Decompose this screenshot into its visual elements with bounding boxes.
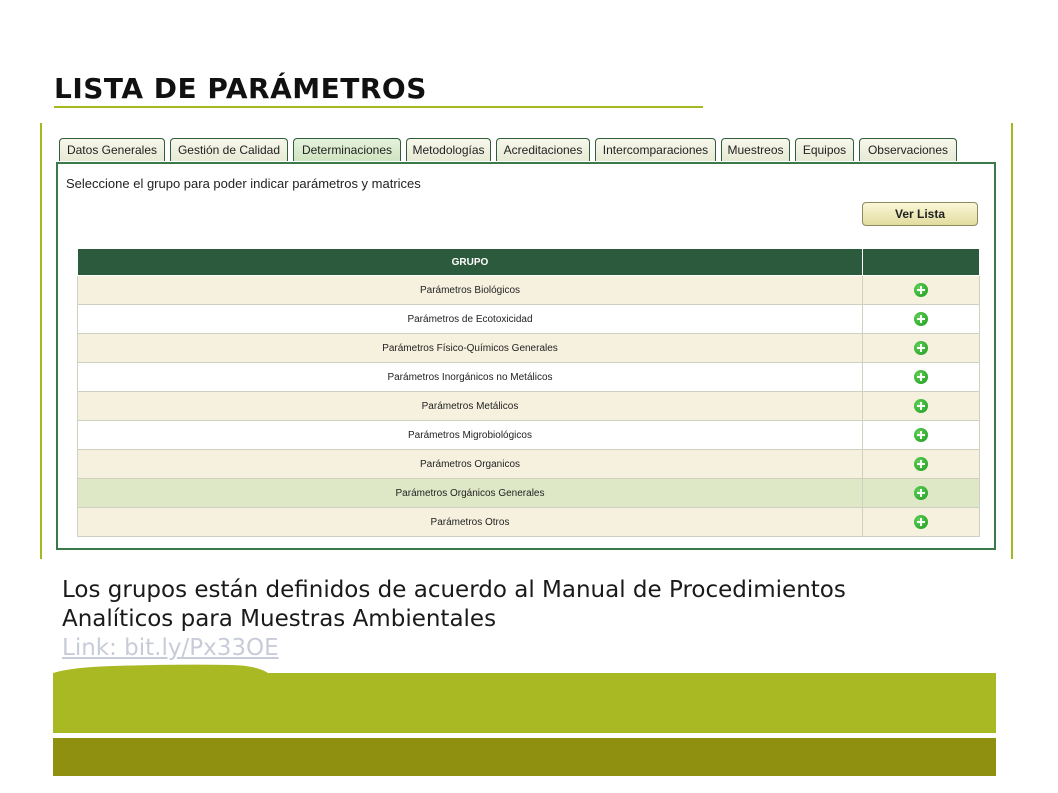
table-row-highlighted[interactable] <box>78 479 980 508</box>
instruction-text: Seleccione el grupo para poder indicar parámetros y matrices <box>66 176 421 191</box>
group-name-cell: Parámetros Organicos <box>78 450 863 479</box>
add-circle-icon[interactable] <box>914 486 928 500</box>
tab-metodologias[interactable]: Metodologías <box>406 138 491 161</box>
caption-line-1: Los grupos están definidos de acuerdo al Manual de Procedimientos <box>62 577 846 603</box>
group-name-cell: Parámetros Otros <box>78 508 863 537</box>
add-circle-icon[interactable] <box>914 457 928 471</box>
caption-line-2: Analíticos para Muestras Ambientales <box>62 606 497 632</box>
add-circle-icon[interactable] <box>914 312 928 326</box>
tab-determinaciones[interactable]: Determinaciones <box>293 138 401 161</box>
add-circle-icon[interactable] <box>914 283 928 297</box>
tab-gestion-de-calidad[interactable]: Gestión de Calidad <box>170 138 288 161</box>
add-circle-icon[interactable] <box>914 515 928 529</box>
group-name-cell: Parámetros Orgánicos Generales <box>78 479 863 508</box>
tab-muestreos[interactable]: Muestreos <box>721 138 790 161</box>
group-name-cell: Parámetros Biológicos <box>78 276 863 305</box>
right-divider <box>1011 123 1013 559</box>
table-row[interactable] <box>78 421 980 450</box>
caption-text <box>62 576 1002 663</box>
group-name-cell: Parámetros Migrobiológicos <box>78 421 863 450</box>
ver-lista-button[interactable]: Ver Lista <box>862 202 978 226</box>
tab-intercomparaciones[interactable]: Intercomparaciones <box>595 138 716 161</box>
add-circle-icon[interactable] <box>914 370 928 384</box>
group-name-cell: Parámetros Inorgánicos no Metálicos <box>78 363 863 392</box>
determinaciones-panel <box>56 162 996 550</box>
footer-band-bottom <box>53 738 996 776</box>
footer-band-top <box>53 673 996 733</box>
table-row[interactable] <box>78 334 980 363</box>
add-circle-icon[interactable] <box>914 341 928 355</box>
column-header-grupo: GRUPO <box>78 249 863 276</box>
tab-observaciones[interactable]: Observaciones <box>859 138 957 161</box>
left-divider <box>40 123 42 559</box>
source-link[interactable]: Link: bit.ly/Px33OE <box>62 635 279 661</box>
slide-title: LISTA DE PARÁMETROS <box>54 72 427 105</box>
table-row[interactable] <box>78 363 980 392</box>
group-name-cell: Parámetros Físico-Químicos Generales <box>78 334 863 363</box>
table-row[interactable] <box>78 508 980 537</box>
tab-acreditaciones[interactable]: Acreditaciones <box>496 138 590 161</box>
table-row[interactable] <box>78 276 980 305</box>
group-table <box>77 248 980 537</box>
tab-equipos[interactable]: Equipos <box>795 138 854 161</box>
table-row[interactable] <box>78 392 980 421</box>
add-circle-icon[interactable] <box>914 399 928 413</box>
table-row[interactable] <box>78 450 980 479</box>
title-underline <box>54 106 703 108</box>
column-header-action <box>863 249 980 276</box>
tab-datos-generales[interactable]: Datos Generales <box>59 138 165 161</box>
table-row[interactable] <box>78 305 980 334</box>
group-name-cell: Parámetros de Ecotoxicidad <box>78 305 863 334</box>
group-name-cell: Parámetros Metálicos <box>78 392 863 421</box>
add-circle-icon[interactable] <box>914 428 928 442</box>
